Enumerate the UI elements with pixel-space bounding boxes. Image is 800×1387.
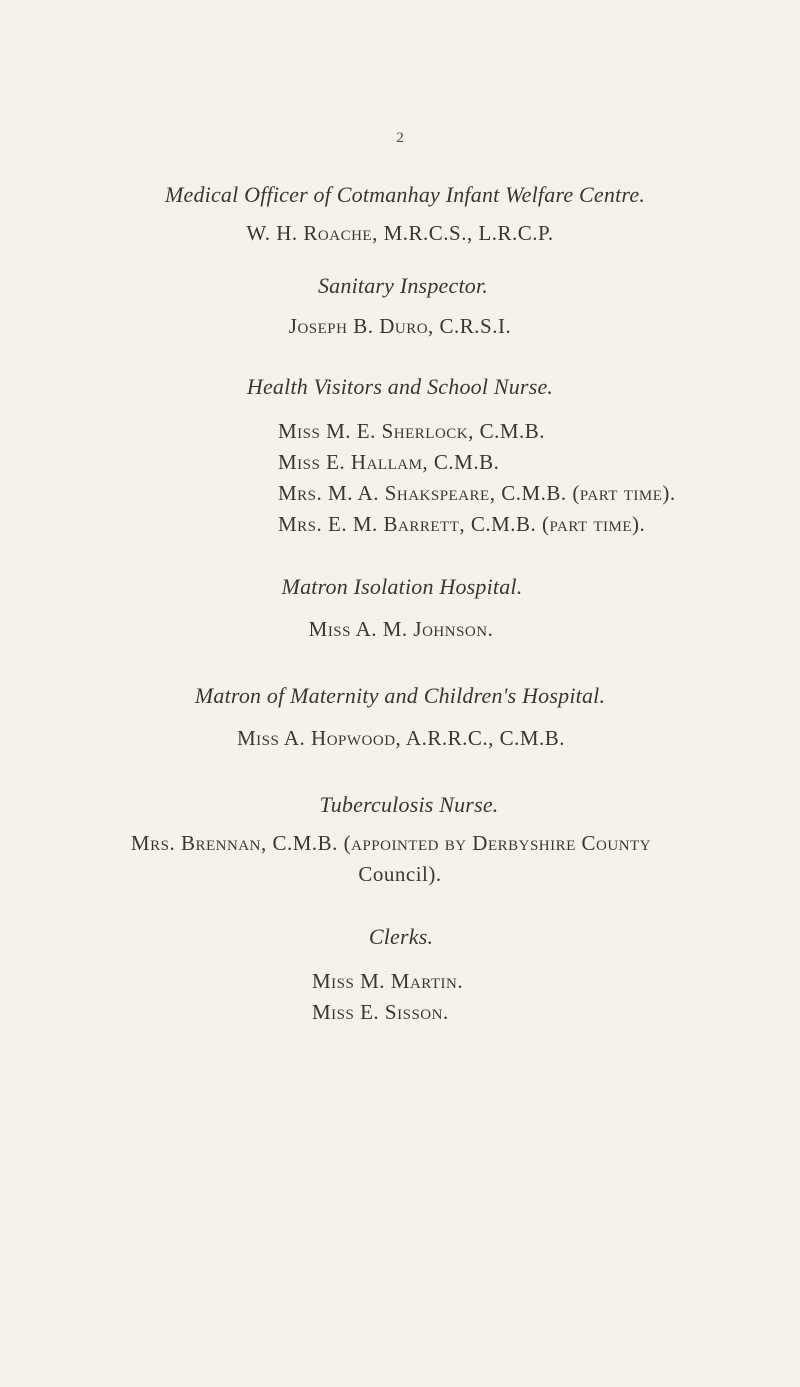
section-heading: Clerks. bbox=[368, 924, 434, 949]
staff-list bbox=[0, 180, 800, 1062]
staff-name: Mrs. Brennan, C.M.B. (appointed by Derbyshire County bbox=[130, 831, 652, 855]
section-health-visitors bbox=[0, 372, 800, 540]
section-matron-isolation bbox=[0, 572, 800, 645]
section-matron-maternity bbox=[0, 681, 800, 754]
staff-name: Miss E. Sisson. bbox=[312, 1000, 449, 1024]
staff-name: W. H. Roache, M.R.C.S., L.R.C.P. bbox=[246, 221, 554, 245]
section-heading: Medical Officer of Cotmanhay Infant Welfare Centre. bbox=[164, 182, 646, 207]
name-list bbox=[0, 966, 800, 1028]
section-tuberculosis-nurse bbox=[0, 790, 800, 890]
staff-name: Miss E. Hallam, C.M.B. bbox=[278, 450, 500, 474]
name-list bbox=[0, 416, 800, 540]
staff-name: Miss A. Hopwood, A.R.R.C., C.M.B. bbox=[236, 726, 566, 750]
staff-name-continued: Council). bbox=[358, 862, 442, 886]
staff-name: Mrs. E. M. Barrett, C.M.B. (part time). bbox=[278, 512, 646, 536]
staff-name: Joseph B. Duro, C.R.S.I. bbox=[288, 314, 512, 338]
staff-name: Mrs. M. A. Shakspeare, C.M.B. (part time). bbox=[278, 481, 676, 505]
section-heading: Matron Isolation Hospital. bbox=[281, 574, 523, 599]
staff-name: Miss M. E. Sherlock, C.M.B. bbox=[278, 419, 546, 443]
section-heading: Sanitary Inspector. bbox=[317, 273, 488, 298]
section-clerks bbox=[0, 922, 800, 1028]
staff-name: Miss M. Martin. bbox=[312, 969, 464, 993]
staff-name: Miss A. M. Johnson. bbox=[308, 617, 494, 641]
page-number: 2 bbox=[396, 130, 404, 146]
section-sanitary-inspector bbox=[0, 271, 800, 342]
section-heading: Health Visitors and School Nurse. bbox=[246, 374, 554, 399]
section-medical-officer bbox=[0, 180, 800, 249]
section-heading: Matron of Maternity and Children's Hospital. bbox=[194, 683, 606, 708]
section-heading: Tuberculosis Nurse. bbox=[319, 792, 499, 817]
